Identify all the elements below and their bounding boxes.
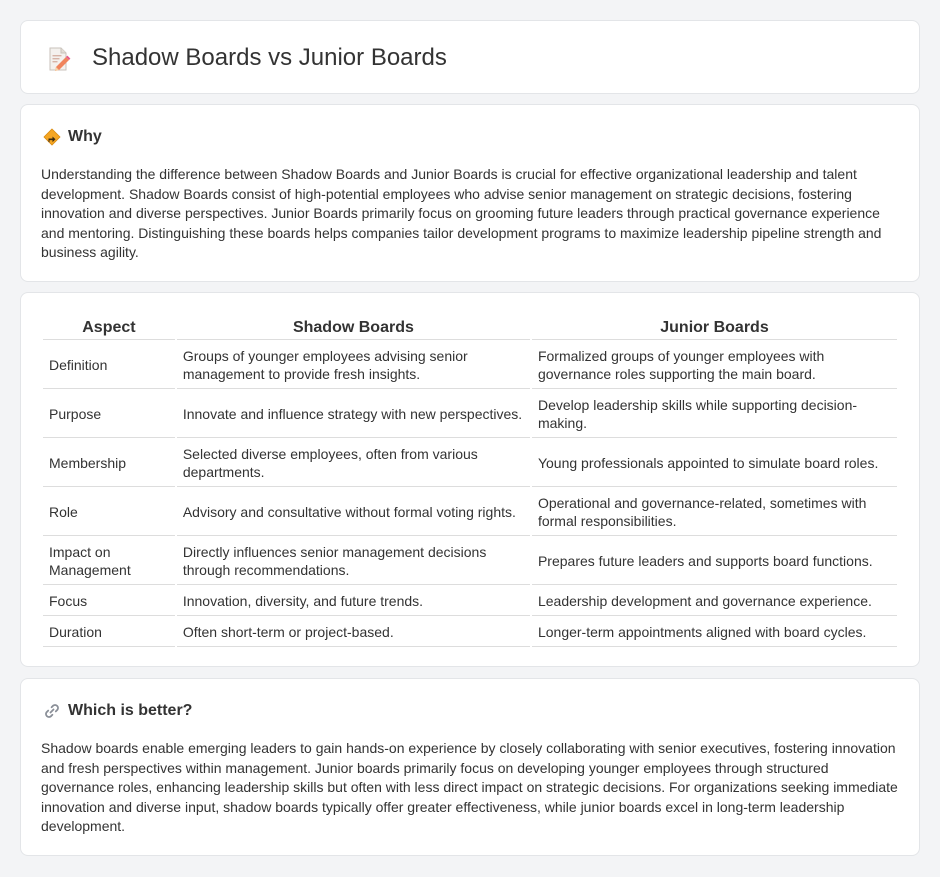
table-row <box>43 587 897 616</box>
aspect-cell: Duration <box>43 618 175 647</box>
table-header-row <box>43 315 897 340</box>
which-is-better-card <box>20 678 920 856</box>
junior-cell: Formalized groups of younger employees with governance roles supporting the main board. <box>532 342 897 389</box>
aspect-cell: Definition <box>43 342 175 389</box>
comparison-card <box>20 292 920 667</box>
header-card <box>20 20 920 94</box>
table-row <box>43 342 897 389</box>
shadow-cell: Selected diverse employees, often from various departments. <box>177 440 530 487</box>
aspect-cell: Membership <box>43 440 175 487</box>
why-title: Why <box>68 128 102 145</box>
link-icon <box>43 702 61 720</box>
table-row <box>43 391 897 438</box>
column-header-junior-boards: Junior Boards <box>532 315 897 340</box>
table-row <box>43 440 897 487</box>
shadow-cell: Often short-term or project-based. <box>177 618 530 647</box>
table-row <box>43 489 897 536</box>
better-body: Shadow boards enable emerging leaders to gain hands-on experience by closely collaborating with senior executives, fostering innovation and fresh perspectives within management. Junior boards primarily focus on developing younger employees through structured governance roles, enhancing leadership skills but often with less direct impact on strategic decisions. For organizations seeking immediate innovation and diverse input, shadow boards typically offer greater effectiveness, while junior boards excel in long-term leadership development. <box>41 740 898 835</box>
junior-cell: Young professionals appointed to simulate board roles. <box>532 440 897 487</box>
column-header-shadow-boards: Shadow Boards <box>177 315 530 340</box>
why-card <box>20 104 920 282</box>
shadow-cell: Groups of younger employees advising senior management to provide fresh insights. <box>177 342 530 389</box>
junior-cell: Operational and governance-related, sometimes with formal responsibilities. <box>532 489 897 536</box>
junior-cell: Leadership development and governance experience. <box>532 587 897 616</box>
shadow-cell: Innovate and influence strategy with new perspectives. <box>177 391 530 438</box>
aspect-cell: Role <box>43 489 175 536</box>
table-row <box>43 538 897 585</box>
aspect-cell: Purpose <box>43 391 175 438</box>
junior-cell: Longer-term appointments aligned with board cycles. <box>532 618 897 647</box>
table-row <box>43 618 897 647</box>
aspect-cell: Focus <box>43 587 175 616</box>
shadow-cell: Directly influences senior management decisions through recommendations. <box>177 538 530 585</box>
page-title: Shadow Boards vs Junior Boards <box>92 44 447 71</box>
shadow-cell: Advisory and consultative without formal voting rights. <box>177 489 530 536</box>
better-heading <box>43 701 192 721</box>
document-pencil-icon <box>47 46 71 72</box>
better-title: Which is better? <box>68 702 193 719</box>
why-body: Understanding the difference between Shadow Boards and Junior Boards is crucial for effective organizational leadership and talent development. Shadow Boards consist of high-potential employees who advise senior management on strategic decisions, fostering innovation and diverse perspectives. Junior Boards primarily focus on grooming future leaders through practical governance experience and mentoring. Distinguishing these boards helps companies tailor development programs to maximize leadership pipeline strength and business agility. <box>41 166 882 261</box>
diamond-sign-icon <box>43 128 61 146</box>
why-heading <box>43 127 102 147</box>
aspect-cell: Impact on Management <box>43 538 175 585</box>
column-header-aspect: Aspect <box>43 315 175 340</box>
shadow-cell: Innovation, diversity, and future trends. <box>177 587 530 616</box>
junior-cell: Prepares future leaders and supports board functions. <box>532 538 897 585</box>
comparison-table <box>41 313 899 649</box>
junior-cell: Develop leadership skills while supporting decision-making. <box>532 391 897 438</box>
